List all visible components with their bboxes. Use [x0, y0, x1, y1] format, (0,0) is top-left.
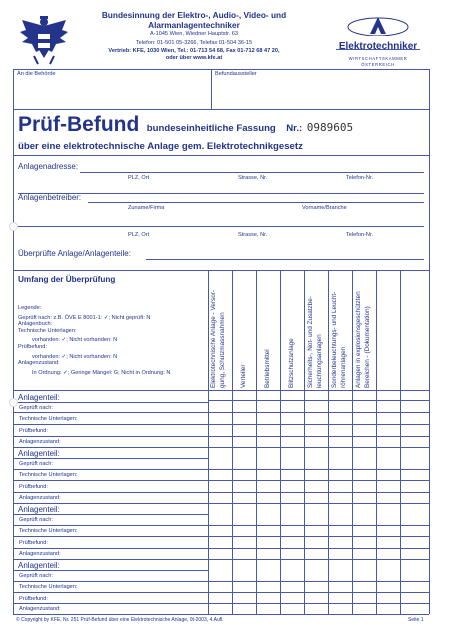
form-edition: bundeseinheitliche Fassung — [146, 123, 276, 134]
section-4-row-3: Prüfbefund: — [19, 596, 48, 602]
form-nr-label: Nr.: — [286, 123, 303, 134]
section-1-row-1: Geprüft nach: — [19, 405, 53, 411]
legend-anlagenbuch: Anlagenbuch: — [18, 321, 53, 328]
legend-title: Legende: — [18, 305, 42, 311]
section-2-row-3: Prüfbefund: — [19, 484, 48, 490]
footer-copyright: © Copyright by KFE, Nr. 251 Prüf-Befund über eine Elektrotechnische Anlage, 0t-2003, 4.Aufl. — [16, 617, 224, 623]
org-phone: Telefon: 01-501 05-3266, Telefax 01-504 36-15 — [135, 39, 253, 46]
legend-pruefbefund: Prüfbefund: — [18, 343, 47, 350]
col-header-6a: Sonderbeleuchtungs- und Leucht- — [331, 291, 338, 388]
col-header-3: Betriebsmittel — [264, 349, 271, 388]
punch-hole-bottom — [9, 398, 18, 407]
telefon-label-2: Telefon-Nr. — [346, 232, 374, 238]
anlagenadresse-label: Anlagenadresse: — [18, 162, 79, 171]
section-1-row-3: Prüfbefund: — [19, 428, 48, 434]
austria-eagle-emblem — [16, 12, 72, 70]
anlagenadresse-input[interactable] — [80, 160, 424, 172]
legend-anlagenzustand: Anlagenzustand: — [18, 360, 60, 367]
logo-word: Elektrotechniker — [338, 41, 418, 52]
scope-title: Umfang der Überprüfung — [18, 275, 116, 284]
org-line-2: Alarmanlagentechniker — [148, 20, 240, 30]
form-subtitle: über eine elektrotechnische Anlage gem. Elektrotechnikgesetz — [18, 141, 303, 152]
legend-vorhanden-2: vorhanden: ✓; Nicht vorhanden: N — [32, 353, 118, 360]
plz-ort-label-2: PLZ, Ort — [128, 232, 150, 238]
section-3-row-2: Technische Unterlagen: — [19, 528, 78, 534]
anlagenbetreiber-label: Anlagenbetreiber: — [18, 193, 82, 202]
eagle-icon — [16, 12, 72, 70]
punch-hole-top — [9, 222, 18, 231]
org-line-1: Bundesinnung der Elektro-, Audio-, Video- und — [101, 10, 287, 20]
col-header-2: Verteiler — [240, 364, 247, 388]
logo-triangle-icon — [332, 14, 424, 36]
anlagenbetreiber-input[interactable] — [88, 191, 424, 202]
section-3-row-3: Prüfbefund: — [19, 540, 48, 546]
section-4-title: Anlagenteil: — [18, 561, 60, 570]
section-2-row-4: Anlagenzustand: — [19, 495, 61, 501]
footer-page-number: Seite 1 — [408, 617, 424, 623]
strasse-label: Strasse, Nr. — [238, 175, 268, 181]
form-title: Prüf-Befund — [18, 113, 140, 136]
col-header-6b: röhrenanlagen — [340, 346, 347, 388]
section-2-row-1: Geprüft nach: — [19, 461, 53, 467]
section-4-row-1: Geprüft nach: — [19, 573, 53, 579]
col-header-1a: Elektrotechnische Anlage - Versor- — [210, 289, 217, 388]
org-address: A-1045 Wien, Wiedner Hauptstr. 63 — [150, 31, 238, 37]
col-header-7a: Anlagen in explosionsgeschützten — [355, 291, 362, 388]
section-4-row-4: Anlagenzustand: — [19, 606, 61, 612]
telefon-label: Telefon-Nr. — [346, 175, 374, 181]
plz-ort-label: PLZ, Ort — [128, 175, 150, 181]
zuname-label: Zuname/Firma — [128, 205, 165, 211]
section-1-title: Anlagenteil: — [18, 393, 60, 402]
section-2-row-2: Technische Unterlagen: — [19, 472, 78, 478]
col-header-5a: Sicherheits-, Not- und Zusatzbe- — [307, 296, 314, 388]
authority-label: An die Behörde — [17, 71, 56, 77]
legend-tech-unterlagen: Technische Unterlagen: — [18, 327, 77, 334]
strasse-label-2: Strasse, Nr. — [238, 232, 268, 238]
vorname-label: Vorname/Branche — [302, 205, 347, 211]
section-3-row-1: Geprüft nach: — [19, 517, 53, 523]
section-2-title: Anlagenteil: — [18, 449, 60, 458]
section-4-row-2: Technische Unterlagen: — [19, 584, 78, 590]
gepruefte-anlage-input[interactable] — [146, 247, 424, 259]
gepruefte-anlage-label: Überprüfte Anlage/Anlagenteile: — [18, 249, 131, 258]
issuer-label: Befundaussteller — [215, 71, 257, 77]
authority-box[interactable] — [14, 78, 210, 108]
col-header-7b: Bereichen - (Dokumentation) — [364, 306, 371, 388]
org-web: oder über www.kfe.at — [165, 54, 223, 61]
legend-vorhanden-1: vorhanden: ✓; Nicht vorhanden: N — [32, 337, 118, 344]
col-header-5b: leuchtungsanlagen — [316, 334, 323, 388]
col-header-1b: gung, Schutzmassnahmen — [219, 312, 226, 388]
issuer-box[interactable] — [212, 78, 428, 108]
legend-geprueft: Geprüft nach: z.B. ÖVE E 8001-1: ✓; Nicht geprüft: N — [18, 314, 151, 321]
logo-subtitle: WIRTSCHAFTSKAMMER ÖSTERREICH — [348, 56, 408, 67]
section-3-title: Anlagenteil: — [18, 505, 60, 514]
form-number: 0989605 — [306, 121, 354, 134]
section-1-row-2: Technische Unterlagen: — [19, 416, 78, 422]
section-1-row-4: Anlagenzustand: — [19, 439, 61, 445]
elektrotechniker-logo — [332, 14, 424, 66]
org-vertrieb: Vertrieb: KFE, 1030 Wien, Tel.: 01-713 54 68, Fax 01-712 68 47 20, — [108, 48, 280, 55]
section-3-row-4: Anlagenzustand: — [19, 551, 61, 557]
legend-in-ordnung: In Ordnung: ✓; Geringe Mängel: G; Nicht in Ordnung: N — [32, 369, 171, 376]
col-header-4: Blitzschutzanlage — [288, 338, 295, 388]
